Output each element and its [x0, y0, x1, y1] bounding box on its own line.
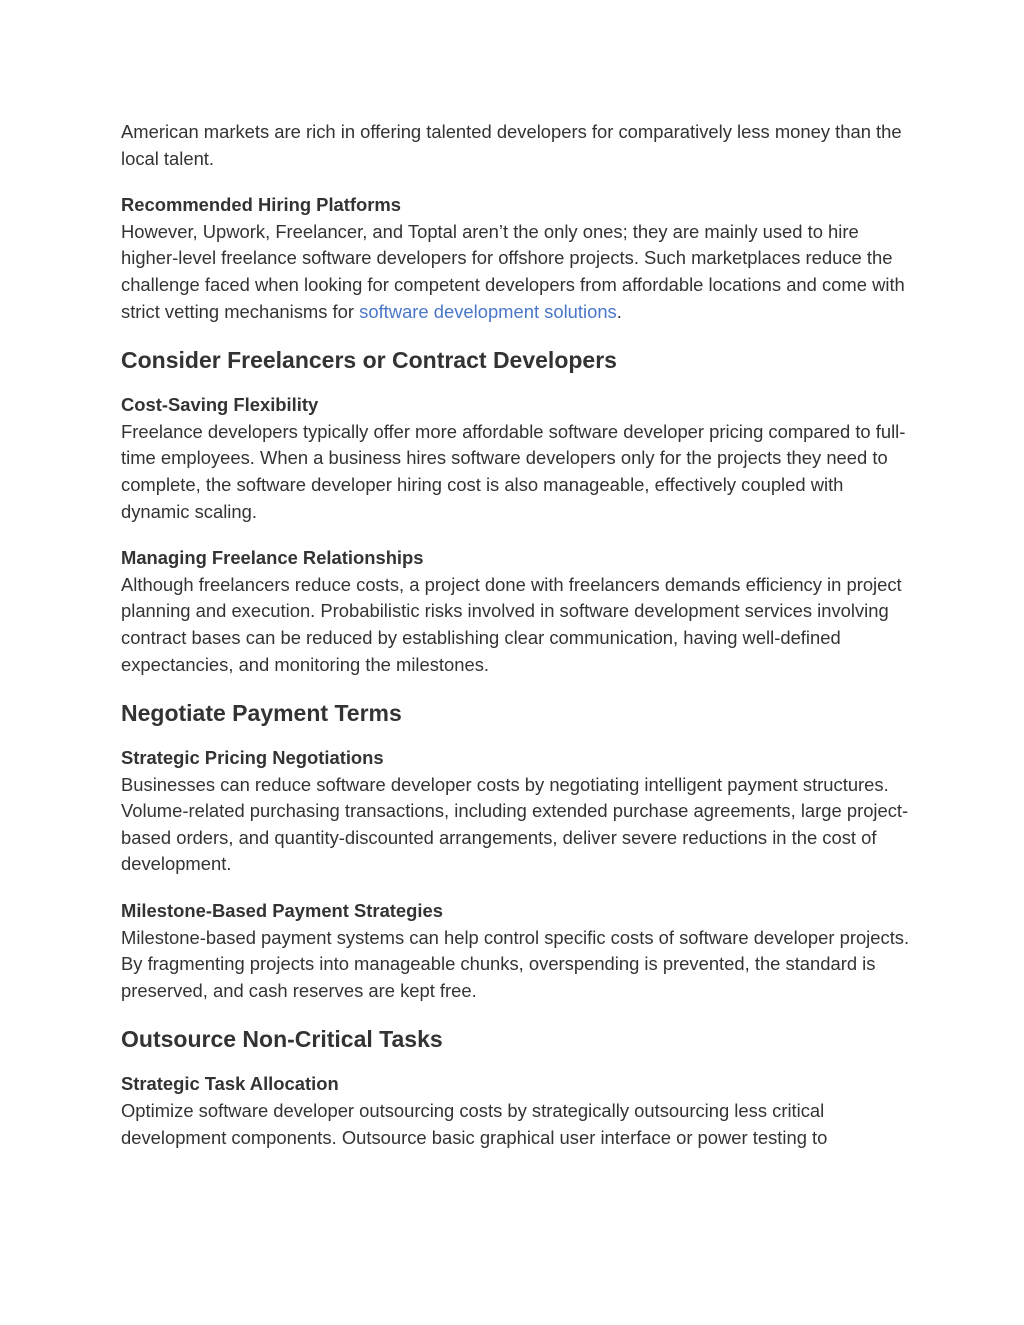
subsection: [121, 545, 914, 678]
hiring-platforms-block: [121, 192, 914, 325]
subsection-heading: Strategic Pricing Negotiations: [121, 747, 384, 769]
subsection-body: Optimize software developer outsourcing costs by strategically outsourcing less critical development components. Outsource basic graphical user interface or power testing to: [121, 1100, 828, 1148]
section-heading: Outsource Non-Critical Tasks: [121, 1026, 443, 1053]
subsection-heading: Strategic Task Allocation: [121, 1073, 339, 1095]
subsection-body: Freelance developers typically offer more affordable software developer pricing compared to full-time employees. When a business hires software developers only for the projects they need to complete, the software developer hiring cost is also manageable, effectively coupled with dynamic scaling.: [121, 420, 906, 522]
software-development-solutions-link[interactable]: software development solutions: [359, 300, 617, 322]
subsection-heading: Milestone-Based Payment Strategies: [121, 900, 443, 922]
subsection: [121, 392, 914, 525]
subsection: [121, 898, 914, 1004]
subsection-heading: Recommended Hiring Platforms: [121, 194, 401, 216]
subsection-body: Businesses can reduce software developer costs by negotiating intelligent payment structures. Volume-related purchasing transactions, including extended purchase agreements, large project-based orders, and quantity-discounted arrangements, deliver severe reductions in the cost of development.: [121, 773, 909, 875]
subsection-heading: Managing Freelance Relationships: [121, 547, 424, 569]
hiring-platforms-paragraph: [121, 219, 914, 325]
paragraph-text-end: .: [616, 300, 622, 322]
section-heading: Consider Freelancers or Contract Developers: [121, 347, 617, 374]
section-heading: Negotiate Payment Terms: [121, 700, 402, 727]
subsection-heading: Cost-Saving Flexibility: [121, 394, 319, 416]
intro-paragraph: American markets are rich in offering talented developers for comparatively less money than the local talent.: [121, 121, 902, 169]
paragraph-text: However, Upwork, Freelancer, and Toptal aren’t the only ones; they are mainly used to hire higher-level freelance software developers for offshore projects. Such marketplaces reduce the challenge faced when looking for competent developers from affordable locations and come with strict vetting mechanisms for: [121, 220, 905, 322]
subsection: [121, 745, 914, 878]
subsection-body: Although freelancers reduce costs, a project done with freelancers demands efficiency in project planning and execution. Probabilistic risks involved in software development services involving contract bases can be reduced by establishing clear communication, having well-defined expectancies, and monitoring the milestones.: [121, 573, 902, 675]
subsection: [121, 1071, 914, 1151]
subsection-body: Milestone-based payment systems can help control specific costs of software developer projects. By fragmenting projects into manageable chunks, overspending is prevented, the standard is preserved, and cash reserves are kept free.: [121, 926, 910, 1001]
